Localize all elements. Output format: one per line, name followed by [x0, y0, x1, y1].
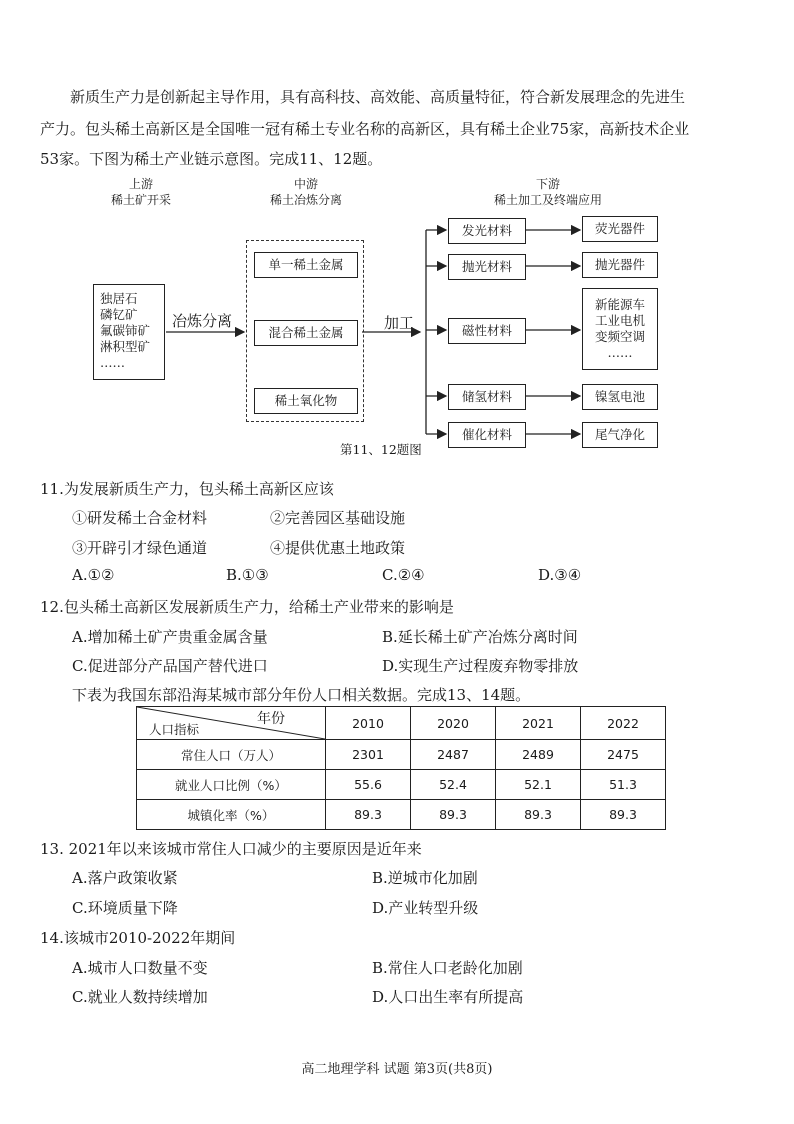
- q11-option-3: ③开辟引才绿色通道: [72, 539, 208, 557]
- table-row: [137, 800, 666, 830]
- table-cell: 52.1: [496, 770, 581, 800]
- table-corner-cell: [137, 707, 326, 740]
- table-cell: 89.3: [326, 800, 411, 830]
- ore-item: 磷钇矿: [100, 307, 138, 322]
- q13-choice-d: D.产业转型升级: [372, 899, 479, 917]
- table-header-cell: 2021: [496, 707, 581, 740]
- q11-option-1: ①研发稀土合金材料: [72, 509, 208, 527]
- table-header-row: [137, 707, 666, 740]
- q11-choice-a: A.①②: [72, 566, 115, 584]
- material-box-luminescent: 发光材料: [448, 218, 526, 244]
- q12-choice-a: A.增加稀土矿产贵重金属含量: [72, 628, 268, 646]
- midstream-subtitle: 稀土冶炼分离: [269, 193, 342, 207]
- q14-choice-a: A.城市人口数量不变: [72, 959, 208, 977]
- ore-item: ……: [100, 355, 125, 370]
- q11-choice-b: B.①③: [226, 566, 269, 584]
- q11-choice-c: C.②④: [382, 566, 425, 584]
- table-cell: 2487: [411, 740, 496, 770]
- material-box-hydrogen: 储氢材料: [448, 384, 526, 410]
- table-intro: 下表为我国东部沿海某城市部分年份人口相关数据。完成13、14题。: [72, 686, 531, 704]
- intro-line-3: 53家。下图为稀土产业链示意图。完成11、12题。: [40, 150, 383, 168]
- table-cell: 55.6: [326, 770, 411, 800]
- ore-item: 独居石: [100, 291, 138, 306]
- q13-stem: 13. 2021年以来该城市常住人口减少的主要原因是近年来: [40, 840, 422, 858]
- corner-year-label: 年份: [257, 711, 285, 727]
- ore-item: 氟碳铈矿: [100, 323, 151, 338]
- q11-choice-d: D.③④: [538, 566, 582, 584]
- row-label: 城镇化率（%）: [137, 800, 326, 830]
- upstream-subtitle: 稀土矿开采: [110, 193, 171, 207]
- table-cell: 2475: [581, 740, 666, 770]
- row-label: 常住人口（万人）: [137, 740, 326, 770]
- table-row: [137, 770, 666, 800]
- table-cell: 2301: [326, 740, 411, 770]
- ore-item: 淋积型矿: [100, 339, 151, 354]
- app-box-nimh-battery: 镍氢电池: [582, 384, 658, 410]
- q14-choice-d: D.人口出生率有所提高: [372, 988, 524, 1006]
- material-box-polishing: 抛光材料: [448, 254, 526, 280]
- table-cell: 89.3: [496, 800, 581, 830]
- table-cell: 89.3: [411, 800, 496, 830]
- material-box-catalytic: 催化材料: [448, 422, 526, 448]
- table-row: [137, 740, 666, 770]
- q12-stem: 12.包头稀土高新区发展新质生产力，给稀土产业带来的影响是: [40, 598, 454, 616]
- q14-choice-c: C.就业人数持续增加: [72, 988, 208, 1006]
- app-box-fluorescent: 荧光器件: [582, 216, 658, 242]
- diagram-caption: 第11、12题图: [340, 442, 422, 457]
- intro-line-2: 产力。包头稀土高新区是全国唯一冠有稀土专业名称的高新区，具有稀土企业75家，高新技术企业: [40, 120, 690, 138]
- population-table: [136, 706, 666, 830]
- q14-stem: 14.该城市2010-2022年期间: [40, 929, 236, 947]
- q11-stem: 11.为发展新质生产力，包头稀土高新区应该: [40, 480, 334, 498]
- q14-choice-b: B.常住人口老龄化加剧: [372, 959, 523, 977]
- table-cell: 52.4: [411, 770, 496, 800]
- q11-option-4: ④提供优惠土地政策: [270, 539, 406, 557]
- app-box-polishing-device: 抛光器件: [582, 252, 658, 278]
- downstream-subtitle: 稀土加工及终端应用: [493, 193, 602, 207]
- table-cell: 89.3: [581, 800, 666, 830]
- app-box-exhaust: 尾气净化: [582, 422, 658, 448]
- table-cell: 2489: [496, 740, 581, 770]
- page-footer: 高二地理学科 试题 第3页(共8页): [301, 1062, 493, 1077]
- row-label: 就业人口比例（%）: [137, 770, 326, 800]
- app-box-magnetic-uses: 新能源车 工业电机 变频空调 ……: [582, 288, 658, 370]
- single-metal-box: 单一稀土金属: [254, 252, 358, 278]
- table-header-cell: 2020: [411, 707, 496, 740]
- midstream-title: 中游: [293, 177, 318, 191]
- upstream-title: 上游: [128, 177, 153, 191]
- diagram-arrows: [0, 0, 794, 470]
- q13-choice-a: A.落户政策收紧: [72, 869, 178, 887]
- oxide-box: 稀土氧化物: [254, 388, 358, 414]
- q13-choice-b: B.逆城市化加剧: [372, 869, 478, 887]
- downstream-title: 下游: [535, 177, 560, 191]
- q12-choice-d: D.实现生产过程废弃物零排放: [382, 657, 579, 675]
- q12-choice-c: C.促进部分产品国产替代进口: [72, 657, 268, 675]
- mixed-metal-box: 混合稀土金属: [254, 320, 358, 346]
- corner-indicator-label: 人口指标: [149, 722, 200, 737]
- intro-line-1: 新质生产力是创新起主导作用，具有高科技、高效能、高质量特征，符合新发展理念的先进生: [70, 88, 686, 106]
- table-cell: 51.3: [581, 770, 666, 800]
- smelting-arrow-label: 冶炼分离: [172, 312, 233, 330]
- q12-choice-b: B.延长稀土矿产冶炼分离时间: [382, 628, 578, 646]
- q13-choice-c: C.环境质量下降: [72, 899, 178, 917]
- q11-option-2: ②完善园区基础设施: [270, 509, 406, 527]
- material-box-magnetic: 磁性材料: [448, 318, 526, 344]
- processing-arrow-label: 加工: [384, 314, 415, 332]
- table-header-cell: 2022: [581, 707, 666, 740]
- table-header-cell: 2010: [326, 707, 411, 740]
